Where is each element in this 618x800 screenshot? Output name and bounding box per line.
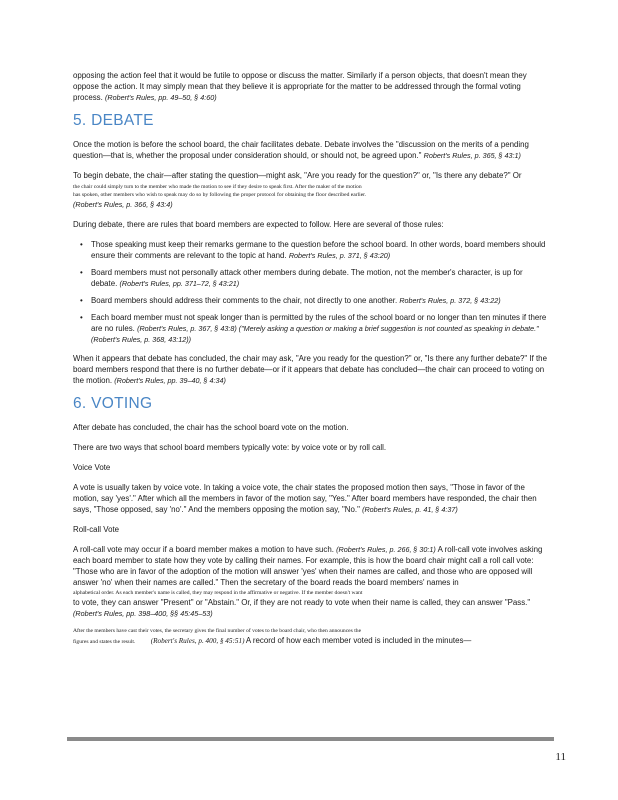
rule-text: Those speaking must keep their remarks germane to the question before the school board. In other words, board members should ensure their comments are relevant to the topic at hand. bbox=[91, 240, 546, 260]
intro-citation: (Robert's Rules, pp. 49–50, § 4:60) bbox=[105, 93, 217, 102]
debate-closing-text: When it appears that debate has concluded, the chair may ask, "Are you ready for the question?" or, "Is there any further debate?" If the board members respond that there is no further debate—or if it appears that debate has concluded—the chair can proceed to voting on the motion. bbox=[73, 354, 547, 385]
voting-heading: 6. VOTING bbox=[73, 395, 153, 412]
voice-vote-heading: Voice Vote bbox=[73, 463, 111, 472]
page-content bbox=[73, 70, 551, 647]
roll-call-small: alphabetical order. As each member's name is called, they may respond in the affirmative or negative. If the member doesn't want bbox=[73, 590, 363, 596]
debate-p1-citation: Robert's Rules, p. 365, § 43:1) bbox=[423, 151, 521, 160]
debate-p2-small-1: the chair could simply turn to the member who made the motion to see if they desire to speak first. After the maker of the motion bbox=[73, 184, 362, 190]
roll-call-paragraph-end bbox=[73, 597, 551, 619]
debate-p2-small-2: has spoken, other members who wish to speak may do so by following the proper protocol for obtaining the floor described earlier. bbox=[73, 192, 367, 198]
debate-rules-list bbox=[73, 239, 551, 345]
intro-paragraph bbox=[73, 70, 551, 103]
roll-call-text-3: to vote, they can answer "Present" or "Abstain." Or, if they are not ready to vote when their name is called, they can answer "Pass." bbox=[73, 598, 531, 607]
roll-call-text-2: A roll-call vote involves asking each board member to state how they vote by calling their names. For example, this is how the board chair might call a roll call vote: "Those who are in favor of the adoption of the motion will answer 'yes' when their names are called, and those who are opposed will answer 'no' when their names are called." Then the secretary of the board reads the board members' names in bbox=[73, 545, 543, 587]
rule-citation: Robert's Rules, p. 372, § 43:22) bbox=[399, 296, 501, 305]
debate-closing-paragraph bbox=[73, 353, 551, 386]
tail-line bbox=[73, 636, 551, 647]
debate-paragraph-2 bbox=[73, 170, 551, 181]
roll-call-citation-2: (Robert's Rules, pp. 398–400, §§ 45:45–53) bbox=[73, 609, 213, 618]
voice-vote-text: A vote is usually taken by voice vote. In taking a voice vote, the chair states the proposed motion then says, "Those in favor of the motion, say 'yes'." After which all the members in favor of the motion say, "Yes." After board members have responded, the chair then says, "Those opposed, say 'no'." And the members opposing the motion say, "No." bbox=[73, 483, 537, 514]
debate-closing-citation: (Robert's Rules, pp. 39–40, § 4:34) bbox=[114, 376, 226, 385]
rule-citation: (Robert's Rules, p. 367, § 43:8) ("Merely asking a question or making a brief suggestion is not counted as speaking in debate." (Robert's Rules, p. 368, 43:12)) bbox=[91, 324, 539, 344]
tail-small-2: figures and states the result. bbox=[73, 639, 136, 645]
tail-citation: (Robert's Rules, p. 400, § 45:51) bbox=[150, 637, 245, 645]
debate-paragraph-1 bbox=[73, 139, 551, 161]
debate-heading: 5. DEBATE bbox=[73, 112, 154, 129]
voice-vote-citation: (Robert's Rules, p. 41, § 4:37) bbox=[362, 505, 458, 514]
debate-p2-citation-line bbox=[73, 199, 551, 210]
list-item bbox=[91, 239, 551, 261]
list-item bbox=[91, 312, 551, 345]
list-item bbox=[91, 295, 551, 306]
roll-call-paragraph bbox=[73, 544, 551, 588]
voting-paragraph-1: After debate has concluded, the chair has the school board vote on the motion. bbox=[73, 423, 349, 432]
rule-text: Board members must not personally attack other members during debate. The motion, not the member's character, is up for debate. bbox=[91, 268, 523, 288]
debate-p2-citation: (Robert's Rules, p. 366, § 43:4) bbox=[73, 200, 173, 209]
rule-citation: Robert's Rules, p. 371, § 43:20) bbox=[288, 251, 391, 260]
roll-call-heading: Roll-call Vote bbox=[73, 525, 120, 534]
roll-call-text-1: A roll-call vote may occur if a board member makes a motion to have such. bbox=[73, 545, 334, 554]
debate-p1-text: Once the motion is before the school board, the chair facilitates debate. Debate involves the "discussion on the merits of a pending question—that is, whether the proposal under consideration should, or should not, be agreed upon." bbox=[73, 140, 529, 160]
intro-text: opposing the action feel that it would be futile to oppose or discuss the matter. Similarly if a person objects, that doesn't mean they oppose the action. It may simply mean that they believe it is appropriate for the matter to be addressed through the formal voting process. bbox=[73, 71, 527, 102]
rules-intro: During debate, there are rules that board members are expected to follow. Here are several of those rules: bbox=[73, 220, 444, 229]
list-item bbox=[91, 267, 551, 289]
rule-text: Board members should address their comments to the chair, not directly to one another. bbox=[91, 296, 398, 305]
page-number: 11 bbox=[555, 751, 566, 763]
footer-rule bbox=[67, 737, 554, 741]
rule-citation: (Robert's Rules, pp. 371–72, § 43:21) bbox=[119, 279, 240, 288]
tail-text: A record of how each member voted is included in the minutes— bbox=[245, 636, 472, 645]
debate-p2-text: To begin debate, the chair—after stating the question—might ask, "Are you ready for the question?" or, "Is there any debate?" Or bbox=[73, 171, 522, 180]
voting-paragraph-2: There are two ways that school board members typically vote: by voice vote or by roll call. bbox=[73, 443, 387, 452]
rule-text: Each board member must not speak longer than is permitted by the rules of the school board or no longer than ten minutes if there are no rules. bbox=[91, 313, 547, 333]
roll-call-citation-1: (Robert's Rules, p. 266, § 30:1) bbox=[336, 545, 436, 554]
tail-small-1: After the members have cast their votes, the secretary gives the final number of votes to the board chair, who then announces the bbox=[73, 628, 362, 634]
voice-vote-paragraph bbox=[73, 482, 551, 515]
